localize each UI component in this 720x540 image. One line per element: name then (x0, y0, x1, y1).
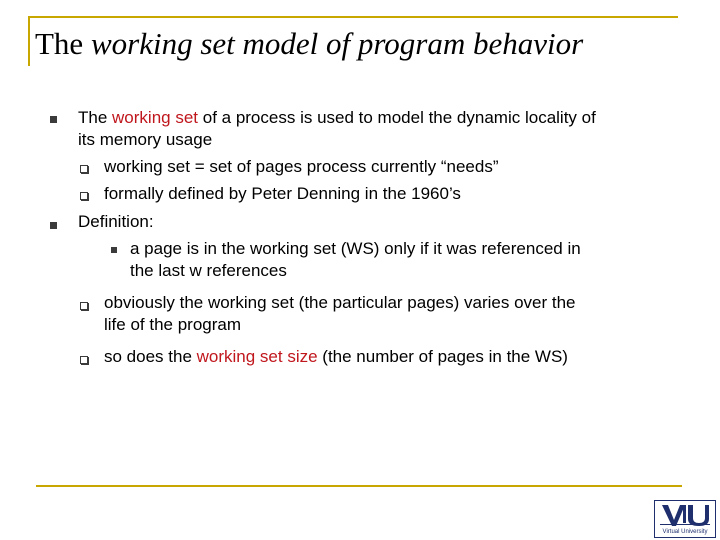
bullet-square-icon (50, 116, 57, 123)
virtual-university-logo (654, 500, 716, 538)
bullet-1-text-pre: The (78, 108, 113, 127)
bullet-box-icon (80, 165, 88, 173)
bullet-box-icon (80, 302, 88, 310)
bullet-square-small-icon (111, 247, 117, 253)
bullet-1-sub-1: working set = set of pages process currently “needs” (104, 157, 499, 176)
bullet-2-sub-2 (104, 346, 568, 367)
bullet-2-sub-2-post: (the number of pages in the WS) (317, 347, 568, 366)
logo-caption: Virtual University (662, 529, 708, 535)
bullet-square-icon (50, 222, 57, 229)
title-lead: The (35, 26, 91, 61)
bullet-2-sub-1-line-2: life of the program (104, 315, 242, 334)
title-italic: working set model of program behavior (90, 26, 584, 61)
bullet-1-text-post: of a process is used to model the dynamic locality of (198, 108, 596, 127)
bullet-1-sub-2: formally defined by Peter Denning in the 1960’s (104, 184, 461, 203)
bullet-1-line-2: its memory usage (78, 130, 213, 149)
bullet-2-nested-line-2: the last w references (130, 261, 287, 280)
bullet-2-sub-2-pre: so does the (104, 347, 197, 366)
bottom-rule (36, 485, 682, 487)
vu-logo-mark-icon (659, 503, 711, 527)
bullet-2-nested-line-1: a page is in the working set (WS) only if it was referenced in (130, 239, 581, 258)
working-set-size-highlight: working set size (196, 347, 318, 366)
bullet-2-label: Definition: (78, 212, 154, 231)
bullet-box-icon (80, 356, 88, 364)
bullet-2-sub-1-line-1: obviously the working set (the particular pages) varies over the (104, 293, 576, 312)
working-set-highlight: working set (112, 108, 199, 127)
bullet-box-icon (80, 192, 88, 200)
bullet-1-line-1 (78, 107, 596, 128)
